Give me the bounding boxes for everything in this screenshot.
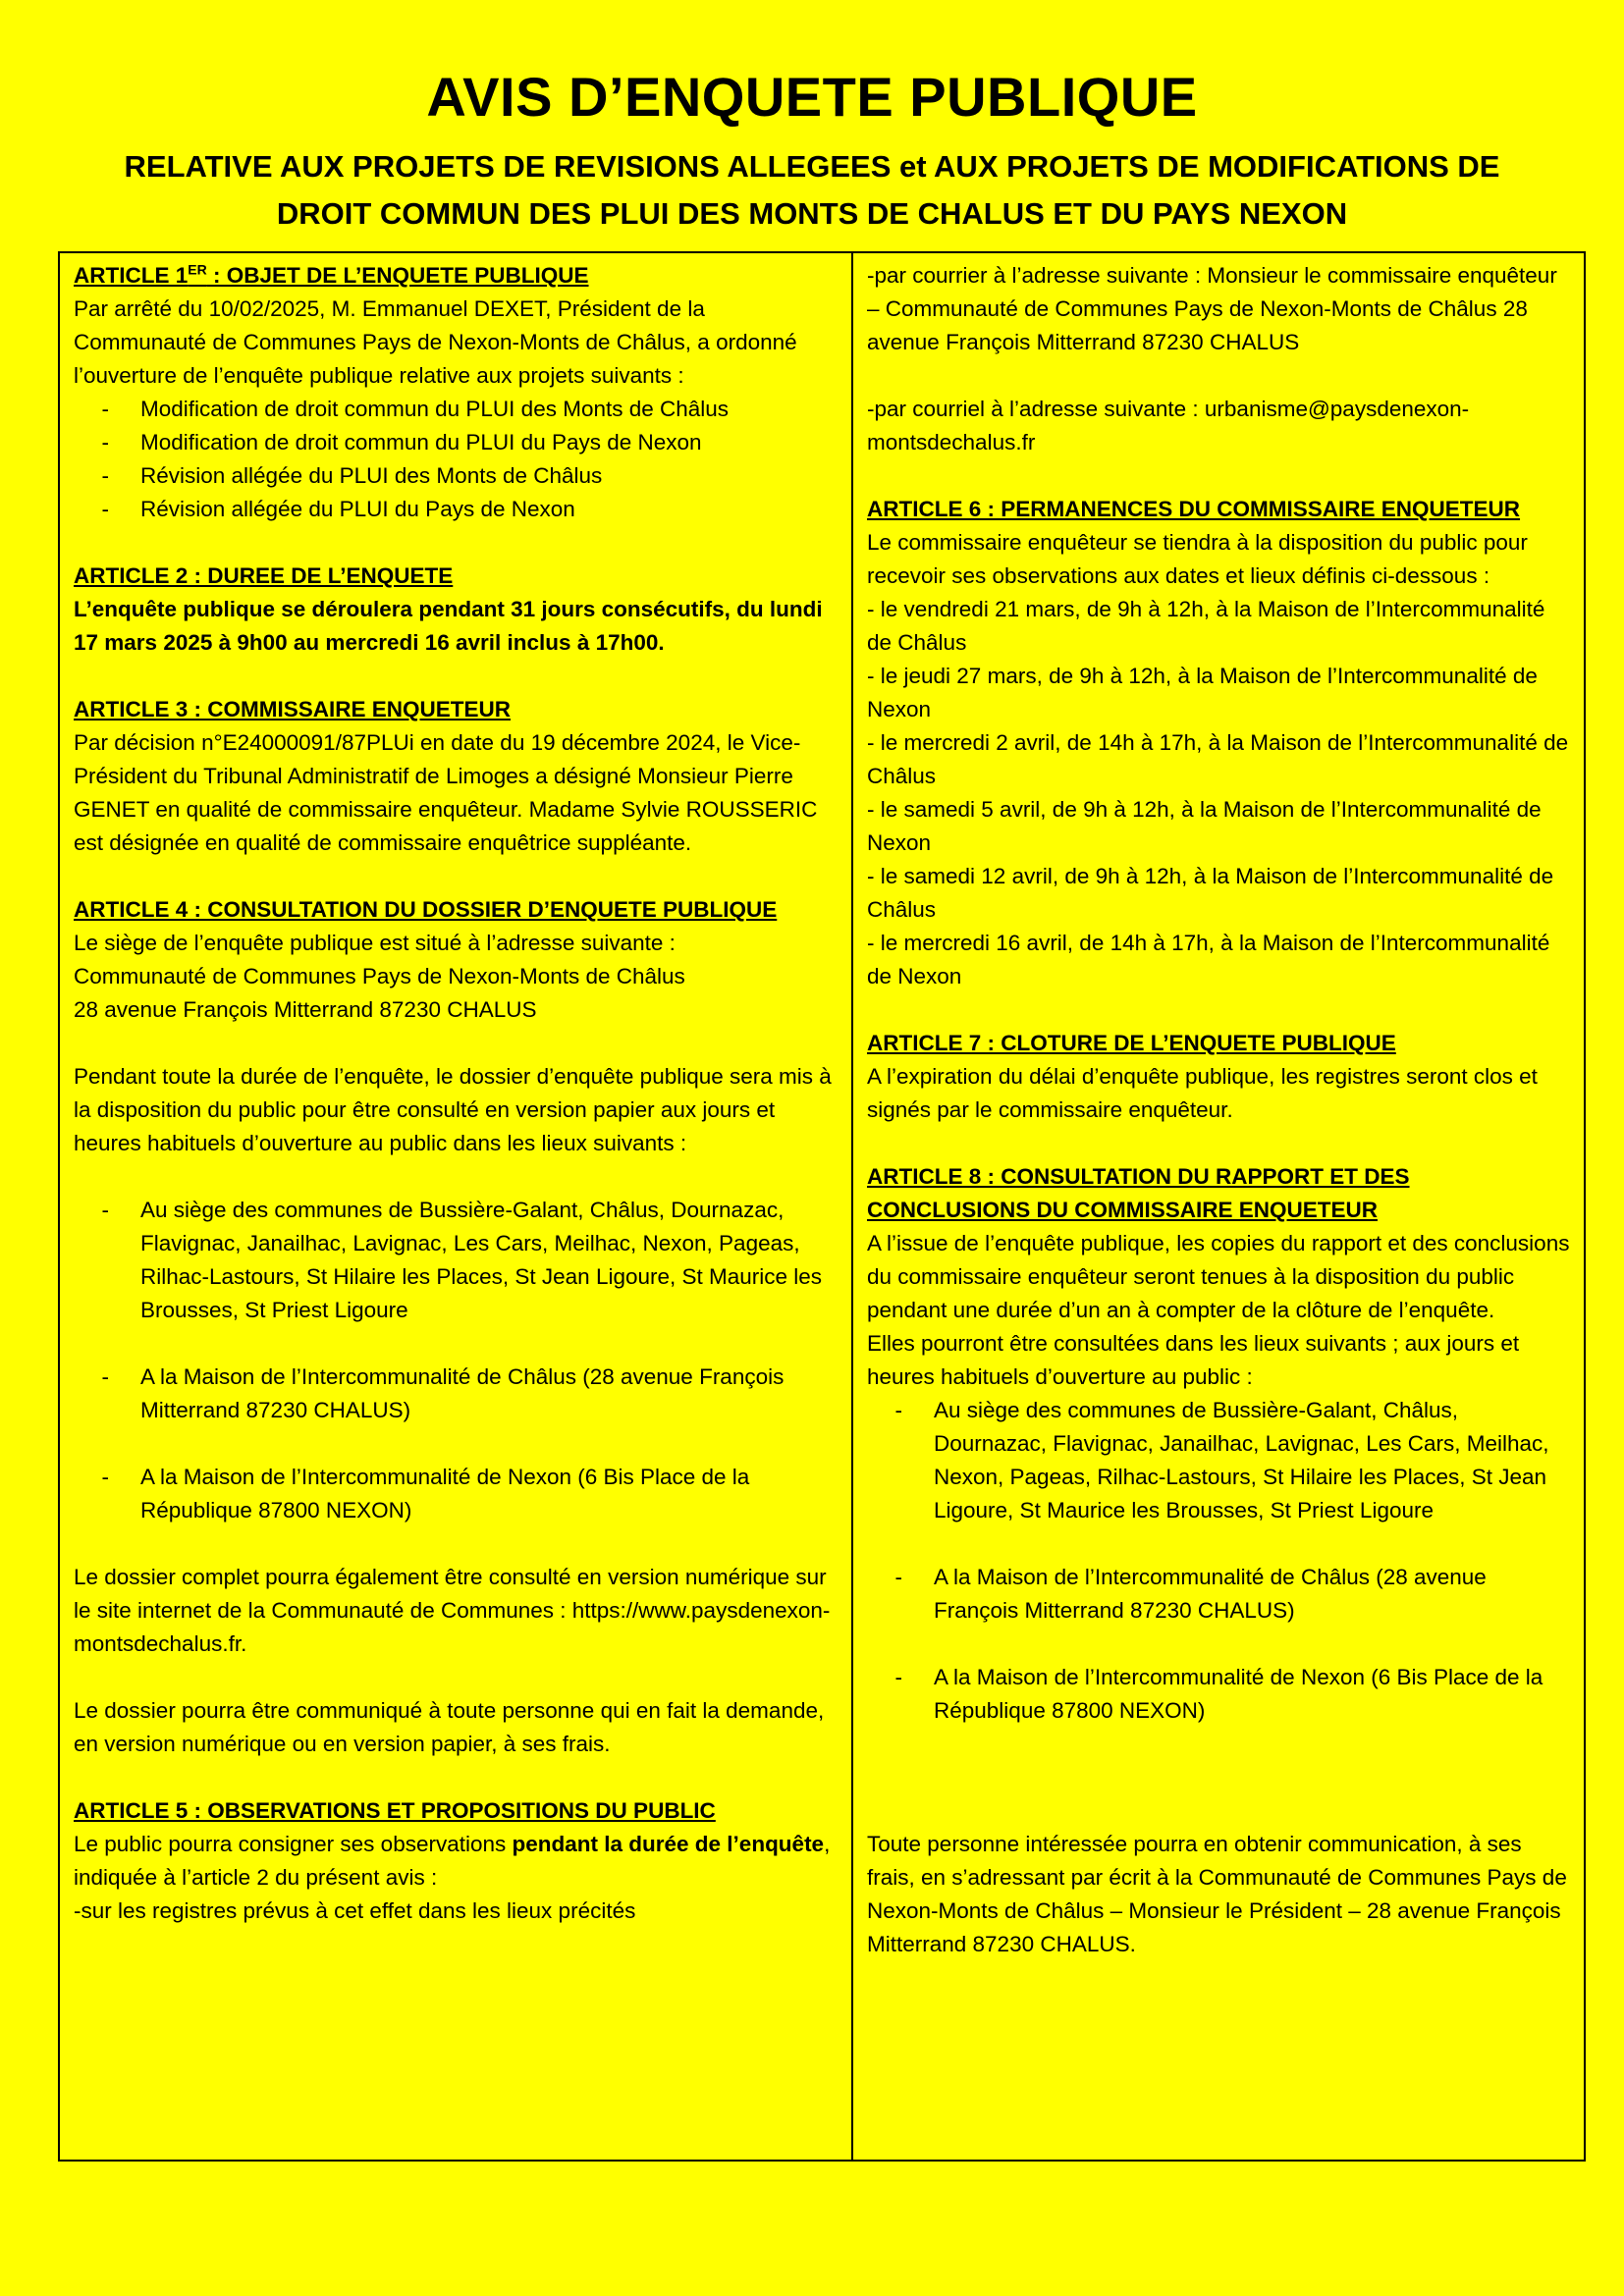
article-4-web: Le dossier complet pourra également être consulté en version numérique sur le site internet de la Communauté de Communes : https://www.paysdenexon-montsdechalus.fr. — [74, 1565, 831, 1656]
list-item — [867, 1394, 1570, 1527]
list-item — [74, 1194, 838, 1327]
article-8-heading-line-1: ARTICLE 8 : CONSULTATION DU RAPPORT ET DES — [867, 1164, 1410, 1189]
article-8-closing: Toute personne intéressée pourra en obtenir communication, à ses frais, en s’adressant par écrit à la Communauté de Communes Pays de Nexon-Monts de Châlus – Monsieur le Président – 28 avenue François Mitterrand 87230 CHALUS. — [867, 1832, 1567, 1956]
list-dash: - — [101, 463, 109, 488]
article-2-text: L’enquête publique se déroulera pendant 31 jours consécutifs, du lundi 17 mars 2025 à 9h00 au mercredi 16 avril inclus à 17h00. — [74, 597, 823, 655]
list-item-text: Modification de droit commun du PLUI des Monts de Châlus — [140, 397, 730, 421]
list-item — [867, 1661, 1570, 1728]
article-4-line-1: Le siège de l’enquête publique est situé à l’adresse suivante : — [74, 931, 676, 955]
list-dash: - — [101, 1198, 109, 1222]
list-dash: - — [101, 497, 109, 521]
article-1-heading-text: ARTICLE 1 — [74, 263, 189, 288]
left-column — [60, 253, 853, 2160]
article-1-heading — [74, 259, 838, 293]
email-address: -par courriel à l’adresse suivante : urbanisme@paysdenexon-montsdechalus.fr — [867, 397, 1470, 454]
list-item-text: Modification de droit commun du PLUI du Pays de Nexon — [140, 430, 702, 454]
list-dash: - — [101, 430, 109, 454]
article-1-heading-sup: ER — [188, 261, 207, 278]
article-5-heading: ARTICLE 5 : OBSERVATIONS ET PROPOSITIONS DU PUBLIC — [74, 1798, 716, 1823]
article-5-registers: -sur les registres prévus à cet effet dans les lieux précités — [74, 1898, 636, 1923]
list-item-text: A la Maison de l’Intercommunalité de Châlus (28 avenue François Mitterrand 87230 CHALUS) — [934, 1565, 1487, 1623]
page-subtitle — [98, 143, 1526, 238]
session-item: - le mercredi 2 avril, de 14h à 17h, à la Maison de l’Intercommunalité de Châlus — [867, 730, 1569, 788]
session-item: - le samedi 5 avril, de 9h à 12h, à la Maison de l’Intercommunalité de Nexon — [867, 797, 1542, 855]
article-6-heading: ARTICLE 6 : PERMANENCES DU COMMISSAIRE ENQUETEUR — [867, 497, 1521, 521]
list-item-text: A la Maison de l’Intercommunalité de Nexon (6 Bis Place de la République 87800 NEXON) — [140, 1465, 750, 1522]
list-dash: - — [101, 1465, 109, 1489]
list-item-text: A la Maison de l’Intercommunalité de Châlus (28 avenue François Mitterrand 87230 CHALUS) — [140, 1364, 785, 1422]
article-3-heading: ARTICLE 3 : COMMISSAIRE ENQUETEUR — [74, 697, 512, 721]
article-4-line-2: Communauté de Communes Pays de Nexon-Monts de Châlus — [74, 964, 685, 988]
article-4-heading: ARTICLE 4 : CONSULTATION DU DOSSIER D’ENQUETE PUBLIQUE — [74, 897, 778, 922]
article-4-paragraph: Pendant toute la durée de l’enquête, le dossier d’enquête publique sera mis à la disposition du public pour être consulté en version papier aux jours et heures habituels d’ouverture au public dans les lieux suivants : — [74, 1064, 832, 1155]
list-item-text: Au siège des communes de Bussière-Galant, Châlus, Dournazac, Flavignac, Janailhac, Lavignac, Les Cars, Meilhac, Nexon, Pageas, Rilhac-Lastours, St Hilaire les Places, St Jean Ligoure, St Maurice les Brousses, St Priest Ligoure — [140, 1198, 823, 1322]
session-item: - le vendredi 21 mars, de 9h à 12h, à la Maison de l’Intercommunalité de Châlus — [867, 597, 1545, 655]
list-item — [74, 459, 838, 493]
article-7-heading: ARTICLE 7 : CLOTURE DE L’ENQUETE PUBLIQUE — [867, 1031, 1396, 1055]
list-dash: - — [894, 1565, 902, 1589]
list-item — [74, 393, 838, 426]
article-2-heading: ARTICLE 2 : DUREE DE L’ENQUETE — [74, 563, 454, 588]
article-5-text-pre: Le public pourra consigner ses observations — [74, 1832, 513, 1856]
notice-frame — [58, 251, 1586, 2162]
article-7-text: A l’expiration du délai d’enquête publique, les registres seront clos et signés par le commissaire enquêteur. — [867, 1064, 1538, 1122]
article-6-text: Le commissaire enquêteur se tiendra à la disposition du public pour recevoir ses observations aux dates et lieux définis ci-dessous : — [867, 530, 1528, 588]
article-1-heading-rest: : OBJET DE L’ENQUETE PUBLIQUE — [206, 263, 589, 288]
subtitle-line-2: DROIT COMMUN DES PLUI DES MONTS DE CHALUS ET DU PAYS NEXON — [276, 196, 1348, 231]
list-dash: - — [894, 1398, 902, 1422]
article-8-text-1: A l’issue de l’enquête publique, les copies du rapport et des conclusions du commissaire enquêteur seront tenues à la disposition du public pendant une durée d’un an à compter de la clôture de l’enquête. — [867, 1231, 1570, 1322]
session-item: - le samedi 12 avril, de 9h à 12h, à la Maison de l’Intercommunalité de Châlus — [867, 864, 1554, 922]
article-8-heading-line-2: CONCLUSIONS DU COMMISSAIRE ENQUETEUR — [867, 1198, 1379, 1222]
list-dash: - — [101, 397, 109, 421]
list-item-text: Révision allégée du PLUI des Monts de Châlus — [140, 463, 603, 488]
article-4-line-3: 28 avenue François Mitterrand 87230 CHALUS — [74, 997, 537, 1022]
list-item-text: A la Maison de l’Intercommunalité de Nexon (6 Bis Place de la République 87800 NEXON) — [934, 1665, 1543, 1723]
list-item-text: Révision allégée du PLUI du Pays de Nexon — [140, 497, 575, 521]
article-4-request: Le dossier pourra être communiqué à toute personne qui en fait la demande, en version numérique ou en version papier, à ses frais. — [74, 1698, 825, 1756]
mail-address: -par courrier à l’adresse suivante : Monsieur le commissaire enquêteur – Communauté de Communes Pays de Nexon-Monts de Châlus 28 avenue François Mitterrand 87230 CHALUS — [867, 263, 1557, 354]
article-3-text: Par décision n°E24000091/87PLUi en date du 19 décembre 2024, le Vice-Président du Tribunal Administratif de Limoges a désigné Monsieur Pierre GENET en qualité de commissaire enquêteur. Madame Sylvie ROUSSERIC est désignée en qualité de commissaire enquêtrice suppléante. — [74, 730, 818, 855]
list-item — [74, 426, 838, 459]
session-item: - le jeudi 27 mars, de 9h à 12h, à la Maison de l’Intercommunalité de Nexon — [867, 664, 1538, 721]
list-dash: - — [894, 1665, 902, 1689]
page-title: AVIS D’ENQUETE PUBLIQUE — [426, 66, 1198, 128]
right-column — [853, 253, 1584, 2160]
article-5-text-bold: pendant la durée de l’enquête — [512, 1832, 825, 1856]
list-item — [74, 493, 838, 526]
list-dash: - — [101, 1364, 109, 1389]
subtitle-line-1: RELATIVE AUX PROJETS DE REVISIONS ALLEGEES et AUX PROJETS DE MODIFICATIONS DE — [124, 149, 1500, 184]
article-1-text: Par arrêté du 10/02/2025, M. Emmanuel DEXET, Président de la Communauté de Communes Pays de Nexon-Monts de Châlus, a ordonné l’ouverture de l’enquête publique relative aux projets suivants : — [74, 296, 797, 388]
article-8-text-2: Elles pourront être consultées dans les lieux suivants ; aux jours et heures habituels d’ouverture au public : — [867, 1331, 1520, 1389]
list-item — [867, 1561, 1570, 1628]
session-item: - le mercredi 16 avril, de 14h à 17h, à la Maison de l’Intercommunalité de Nexon — [867, 931, 1550, 988]
list-item-text: Au siège des communes de Bussière-Galant, Châlus, Dournazac, Flavignac, Janailhac, Lavignac, Les Cars, Meilhac, Nexon, Pageas, Rilhac-Lastours, St Hilaire les Places, St Jean Ligoure, St Maurice les Brousses, St Priest Ligoure — [934, 1398, 1549, 1522]
article-5-text — [74, 1828, 838, 1895]
list-item — [74, 1461, 838, 1527]
article-5-text-post: , indiquée à l’article 2 du présent avis : — [74, 1832, 831, 1890]
list-item — [74, 1361, 838, 1427]
